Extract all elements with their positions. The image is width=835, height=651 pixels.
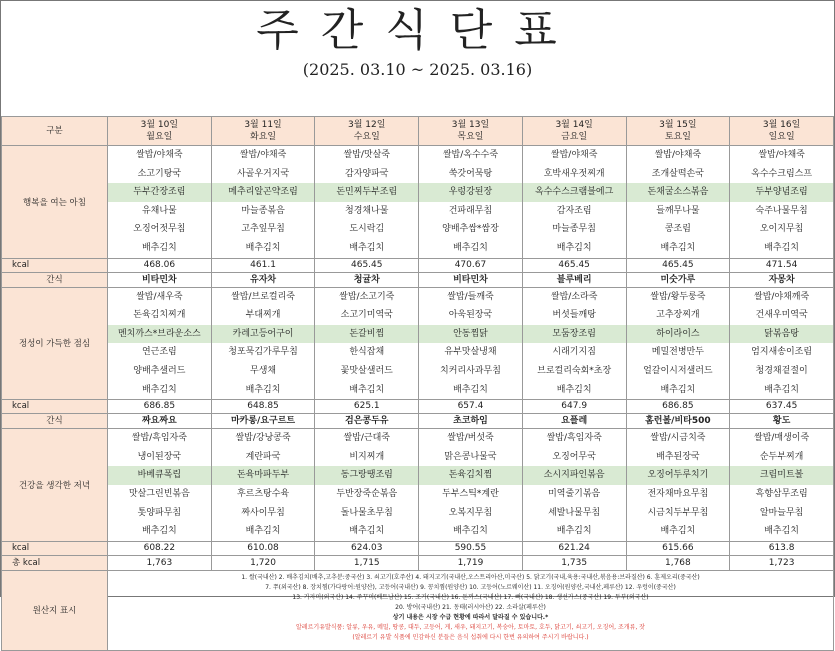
lunch-day-cell — [626, 287, 730, 400]
menu-item: 돈육김치찜 — [419, 466, 522, 485]
kcal-value: 647.9 — [522, 400, 626, 414]
menu-item: 청포묵김가루무침 — [228, 347, 298, 358]
origin-line: 20. 방어(국내산) 21. 동태(러시아산) 22. 소라살(페루산) — [395, 603, 546, 611]
kcal-value: 465.45 — [315, 258, 419, 272]
day-header — [522, 117, 626, 146]
menu-item: 배추김치 — [660, 242, 696, 253]
breakfast-label: 행복을 여는 아침 — [2, 146, 108, 259]
total-kcal-label: 총 kcal — [2, 555, 108, 570]
menu-item: 쌀밥/맛살죽 — [343, 150, 391, 160]
menu-item: 양배추샐러드 — [133, 365, 186, 376]
menu-item: 건새우미역국 — [755, 310, 808, 321]
menu-item: 두부간장조림 — [108, 183, 211, 202]
snack-value: 미숫가루 — [626, 272, 730, 287]
menu-item: 알마늘무침 — [759, 507, 804, 518]
menu-item: 쌀밥/야채깨죽 — [754, 291, 810, 302]
menu-item: 치커리사과무침 — [440, 365, 501, 376]
menu-item: 쌀밥/브로컬리죽 — [231, 291, 295, 302]
menu-item: 비지찌개 — [349, 451, 385, 462]
menu-item: 쌀밥/흑임자죽 — [546, 433, 602, 444]
kcal-value: 461.1 — [211, 258, 315, 272]
menu-item: 쌀밥/흑임자죽 — [131, 433, 187, 444]
origin-line: 13. 가자미(외국산) 14. 주꾸미(베트남산) 15. 조기(국내산) 16. 돈까스(국내산) 17. 뼈(국내산) 18. 생선가스(중국산) 19. 두부(외국산) — [292, 593, 649, 601]
kcal-value: 615.66 — [626, 541, 730, 555]
allergy-note: (알레르기 유발 식품에 민감하신 분들은 음식 섭취에 다시 한번 유의하여 주시기 바랍니다.) — [352, 633, 589, 641]
menu-item: 배추김치 — [556, 526, 592, 537]
kcal-value: 608.22 — [108, 541, 212, 555]
menu-item: 쌀밥/소고기죽 — [339, 291, 395, 302]
menu-item: 감자양파국 — [345, 168, 389, 179]
day-date: 3월 13일 — [451, 120, 490, 130]
lunch-row — [2, 287, 834, 400]
snack-value: 블루베리 — [522, 272, 626, 287]
lunch-day-cell — [211, 287, 315, 400]
menu-item: 배추김치 — [141, 242, 177, 253]
menu-item: 엄지새송이조림 — [751, 347, 813, 358]
menu-item: 배추김치 — [245, 242, 281, 253]
menu-item: 동그랑땡조림 — [315, 466, 418, 485]
menu-item: 옥수수스크램블에그 — [523, 183, 626, 202]
menu-item: 아욱된장국 — [448, 310, 493, 321]
menu-item: 카레고등어구이 — [212, 325, 315, 344]
breakfast-day-cell — [419, 146, 523, 259]
snack-value: 청귤차 — [315, 272, 419, 287]
menu-item: 감자조림 — [556, 205, 592, 216]
menu-item: 오징어두루치기 — [627, 466, 730, 485]
snack-value: 홈런볼/비타500 — [626, 414, 730, 429]
breakfast-day-cell — [315, 146, 419, 259]
menu-item: 마늘종무침 — [552, 224, 596, 235]
day-date: 3월 14일 — [555, 120, 593, 130]
menu-item: 세발나물무침 — [548, 507, 601, 518]
menu-item: 배추김치 — [349, 384, 385, 395]
menu-item: 돈육마파두부 — [212, 466, 315, 485]
breakfast-day-cell — [626, 146, 730, 259]
menu-item: 쌀밥/버섯죽 — [447, 433, 494, 444]
total-kcal-value: 1,735 — [522, 555, 626, 570]
menu-item: 콩조림 — [664, 224, 691, 235]
menu-item: 맛살그린빈볶음 — [128, 488, 190, 499]
menu-item: 배추김치 — [245, 384, 281, 395]
menu-item: 오징어무국 — [552, 451, 596, 462]
menu-item: 유부맛살냉채 — [444, 347, 497, 358]
dinner-day-cell — [522, 429, 626, 542]
day-date: 3월 11일 — [244, 120, 282, 130]
header-label: 구분 — [2, 117, 108, 146]
menu-item: 돈채굴소스볶음 — [627, 183, 730, 202]
menu-item: 배추김치 — [141, 384, 177, 395]
kcal-value: 686.85 — [626, 400, 730, 414]
lunch-day-cell — [315, 287, 419, 400]
day-header — [108, 117, 212, 146]
menu-item: 배추김치 — [764, 384, 799, 395]
menu-item: 후르츠탕수육 — [236, 488, 290, 499]
snack-value: 유자차 — [211, 272, 315, 287]
total-kcal-value: 1,768 — [626, 555, 730, 570]
dinner-day-cell — [626, 429, 730, 542]
snack-value: 검은콩두유 — [315, 414, 419, 429]
origin-line: 7. 쭈(외국산) 8. 장치찜(가다랑어:원양산), 고등어(국내산) 9. 꽁치찜(원양산) 10. 고등어(노르웨이산) 11. 오징어(원양산,국내산,페루산) 12. 우렁이(중국산) — [265, 583, 676, 591]
menu-item: 도시락김 — [349, 224, 385, 235]
menu-item: 닭볶음탕 — [730, 325, 833, 344]
menu-item: 배추김치 — [141, 526, 177, 537]
kcal-value: 468.06 — [108, 258, 212, 272]
dinner-label: 건강을 생각한 저녁 — [2, 429, 108, 542]
kcal-value: 621.24 — [522, 541, 626, 555]
breakfast-day-cell — [522, 146, 626, 259]
day-header — [626, 117, 730, 146]
snack-label: 간식 — [2, 414, 108, 429]
supply-notice: 상기 내용은 시장 수급 현황에 따라서 달라질 수 있습니다.* — [392, 613, 549, 621]
menu-item: 두부양념조림 — [730, 183, 833, 202]
lunch-day-cell — [522, 287, 626, 400]
menu-item: 한식잡채 — [349, 347, 385, 358]
menu-item: 고추장찌개 — [656, 310, 700, 321]
menu-item: 크림미트볼 — [730, 466, 833, 485]
menu-item: 건파래무침 — [448, 205, 493, 216]
day-date: 3월 15일 — [659, 120, 697, 130]
menu-item: 미역줄기볶음 — [548, 488, 601, 499]
menu-item: 메밀전병만두 — [651, 347, 704, 358]
menu-item: 들깨무나물 — [656, 205, 700, 216]
menu-item: 숙주나물무침 — [755, 205, 808, 216]
lunch-day-cell — [730, 287, 834, 400]
menu-item: 오이지무침 — [759, 224, 804, 235]
menu-item: 배추김치 — [453, 384, 488, 395]
kcal-label: kcal — [2, 541, 108, 555]
menu-item: 쌀밥/야채죽 — [239, 150, 287, 160]
menu-item: 두반장죽순볶음 — [336, 488, 398, 499]
total-kcal-value: 1,763 — [108, 555, 212, 570]
menu-item: 맑은콩나물국 — [444, 451, 497, 462]
day-weekday: 수요일 — [353, 132, 380, 142]
day-weekday: 목요일 — [457, 132, 484, 142]
menu-item: 쌀밥/들깨죽 — [447, 291, 494, 302]
menu-item: 모둠장조림 — [523, 325, 626, 344]
menu-item: 배추김치 — [764, 242, 799, 253]
menu-item: 오징어젓무침 — [133, 224, 186, 235]
dinner-kcal-row — [2, 541, 834, 555]
day-weekday: 금요일 — [561, 132, 588, 142]
snack-value: 비타민차 — [419, 272, 523, 287]
breakfast-day-cell — [211, 146, 315, 259]
menu-item: 배추김치 — [660, 526, 696, 537]
menu-item: 배추된장국 — [656, 451, 700, 462]
menu-item: 오복지무침 — [448, 507, 493, 518]
origin-row — [2, 570, 834, 650]
kcal-value: 648.85 — [211, 400, 315, 414]
kcal-value: 613.8 — [730, 541, 834, 555]
kcal-value: 625.1 — [315, 400, 419, 414]
dinner-row — [2, 429, 834, 542]
menu-item: 쌀밥/야채죽 — [550, 150, 598, 160]
menu-item: 옥수수크림스프 — [751, 168, 813, 179]
menu-item: 청경채나물 — [345, 205, 389, 216]
menu-item: 쌀밥/야채죽 — [136, 150, 183, 160]
dinner-day-cell — [211, 429, 315, 542]
kcal-value: 465.45 — [626, 258, 730, 272]
day-weekday: 일요일 — [768, 132, 795, 142]
menu-item: 무생채 — [250, 365, 277, 376]
header-row — [2, 117, 834, 146]
menu-item: 쑥갓어묵탕 — [448, 168, 493, 179]
menu-item: 전자채마요무침 — [647, 488, 709, 499]
total-kcal-value: 1,719 — [419, 555, 523, 570]
menu-item: 배추김치 — [245, 526, 281, 537]
breakfast-day-cell — [108, 146, 212, 259]
total-kcal-value: 1,720 — [211, 555, 315, 570]
menu-item: 고추잎무침 — [241, 224, 285, 235]
menu-item: 연근조림 — [141, 347, 177, 358]
kcal-value: 470.67 — [419, 258, 523, 272]
menu-item: 배추김치 — [764, 526, 799, 537]
day-date: 3월 12일 — [348, 120, 386, 130]
menu-item: 조개살떡손국 — [651, 168, 704, 179]
snack-value: 황도 — [730, 414, 834, 429]
day-date: 3월 16일 — [762, 120, 801, 130]
kcal-label: kcal — [2, 400, 108, 414]
total-kcal-value: 1,715 — [315, 555, 419, 570]
allergy-list: 알레르기유발식품: 알류, 우유, 메밀, 땅콩, 대두, 고등어, 게, 새우, 돼지고기, 복숭아, 토마토, 호두, 닭고기, 쇠고기, 오징어, 조개류, 잣 — [296, 623, 645, 631]
menu-item: 배추김치 — [556, 242, 592, 253]
menu-item: 부대찌개 — [245, 310, 281, 321]
menu-item: 메추리알곤약조림 — [212, 183, 315, 202]
day-header — [211, 117, 315, 146]
snack-value: 짜요짜요 — [108, 414, 212, 429]
menu-item: 꽃맛살샐러드 — [340, 365, 393, 376]
menu-item: 배추김치 — [349, 242, 385, 253]
menu-item: 쌀밥/옥수수죽 — [442, 150, 499, 160]
menu-item: 순두부찌개 — [759, 451, 804, 462]
kcal-value: 610.08 — [211, 541, 315, 555]
menu-item: 배추김치 — [660, 384, 696, 395]
menu-table — [1, 116, 834, 651]
kcal-value: 465.45 — [522, 258, 626, 272]
kcal-value: 624.03 — [315, 541, 419, 555]
period-range: (2025. 03.10 ~ 2025. 03.16) — [302, 60, 533, 79]
menu-item: 쌀밥/왕두룽죽 — [650, 291, 706, 302]
menu-item: 계란파국 — [245, 451, 281, 462]
lunch-day-cell — [419, 287, 523, 400]
menu-item: 소시지파인볶음 — [523, 466, 626, 485]
menu-item: 쌀밥/소라죽 — [550, 291, 598, 302]
breakfast-row — [2, 146, 834, 259]
menu-item: 돈갈비찜 — [315, 325, 418, 344]
day-header — [419, 117, 523, 146]
menu-item: 시래기지짐 — [552, 347, 596, 358]
breakfast-day-cell — [730, 146, 834, 259]
total-kcal-value: 1,723 — [730, 555, 834, 570]
snack-value: 초코하임 — [419, 414, 523, 429]
lunch-label: 정성이 가득한 점심 — [2, 287, 108, 400]
day-header — [730, 117, 834, 146]
origin-label: 원산지 표시 — [2, 570, 108, 650]
origin-notes — [108, 570, 834, 650]
menu-item: 배추김치 — [349, 526, 385, 537]
menu-item: 시금치두부무침 — [647, 507, 709, 518]
dinner-day-cell — [108, 429, 212, 542]
kcal-value: 686.85 — [108, 400, 212, 414]
menu-item: 우렁강된장 — [419, 183, 522, 202]
dinner-day-cell — [315, 429, 419, 542]
menu-item: 청경채겉절이 — [755, 365, 808, 376]
menu-item: 배추김치 — [453, 242, 488, 253]
total-kcal-row — [2, 555, 834, 570]
menu-item: 쌀밥/새우죽 — [136, 291, 183, 302]
snack1-row — [2, 272, 834, 287]
menu-item: 호박새우젓찌개 — [543, 168, 605, 179]
menu-item: 바베큐폭립 — [108, 466, 211, 485]
kcal-value: 637.45 — [730, 400, 834, 414]
snack2-row — [2, 414, 834, 429]
dinner-day-cell — [730, 429, 834, 542]
snack-value: 마카롱/요구르트 — [211, 414, 315, 429]
menu-item: 짜사이무침 — [241, 507, 285, 518]
menu-item: 양배추쌈*쌈장 — [442, 224, 499, 235]
menu-item: 돈육김치찌개 — [133, 310, 186, 321]
kcal-value: 657.4 — [419, 400, 523, 414]
menu-item: 얼갈이시저샐러드 — [643, 365, 713, 376]
menu-item: 배추김치 — [453, 526, 488, 537]
menu-item: 버섯들깨탕 — [552, 310, 596, 321]
menu-item: 브로컬리숙회*초장 — [537, 365, 612, 376]
dinner-day-cell — [419, 429, 523, 542]
lunch-kcal-row — [2, 400, 834, 414]
menu-item: 안동찜닭 — [419, 325, 522, 344]
menu-item: 냉이된장국 — [137, 451, 182, 462]
origin-line: 1. 쌀(국내산) 2. 배추김치(배추,고추분:중국산) 3. 쇠고기(호주산) 4. 돼지고기(국내산,오스트리아산,미국산) 5. 닭고기(국내,육용:국내산,볶음용:브라질산) 6. 훈제오리(중국산) — [241, 573, 700, 581]
page-title: 주간식단표 — [256, 5, 579, 56]
menu-item: 쌀밥/야채죽 — [758, 150, 805, 160]
day-weekday: 화요일 — [250, 132, 277, 142]
menu-item: 쌀밥/강낭콩죽 — [235, 433, 291, 444]
menu-item: 쌀밥/야채죽 — [654, 150, 702, 160]
menu-item: 마늘종볶음 — [241, 205, 285, 216]
menu-item: 톳양파무침 — [137, 507, 182, 518]
menu-item: 돌나물초무침 — [340, 507, 393, 518]
menu-item: 돈민찌두부조림 — [315, 183, 418, 202]
menu-item: 쌀밥/매생이죽 — [754, 433, 810, 444]
menu-item: 쌀밥/근대죽 — [343, 433, 391, 444]
menu-item: 쌀밥/시금치죽 — [650, 433, 706, 444]
kcal-value: 471.54 — [730, 258, 834, 272]
menu-item: 멘치까스*브라운소스 — [108, 325, 211, 344]
menu-item: 소고기미역국 — [340, 310, 393, 321]
menu-item: 두부스틱*계란 — [442, 488, 499, 499]
menu-item: 유채나물 — [141, 205, 177, 216]
menu-item: 소고기탕국 — [137, 168, 182, 179]
snack-label: 간식 — [2, 272, 108, 287]
menu-item: 흑향삼무조림 — [755, 488, 808, 499]
snack-value: 비타민차 — [108, 272, 212, 287]
snack-value: 요플레 — [522, 414, 626, 429]
day-date: 3월 10일 — [140, 120, 179, 130]
menu-item: 하이라이스 — [627, 325, 730, 344]
menu-item: 배추김치 — [556, 384, 592, 395]
breakfast-kcal-row — [2, 258, 834, 272]
snack-value: 자몽차 — [730, 272, 834, 287]
menu-item: 사골우거지국 — [236, 168, 290, 179]
day-header — [315, 117, 419, 146]
day-weekday: 토요일 — [664, 132, 691, 142]
kcal-label: kcal — [2, 258, 108, 272]
day-weekday: 월요일 — [146, 132, 173, 142]
kcal-value: 590.55 — [419, 541, 523, 555]
lunch-day-cell — [108, 287, 212, 400]
